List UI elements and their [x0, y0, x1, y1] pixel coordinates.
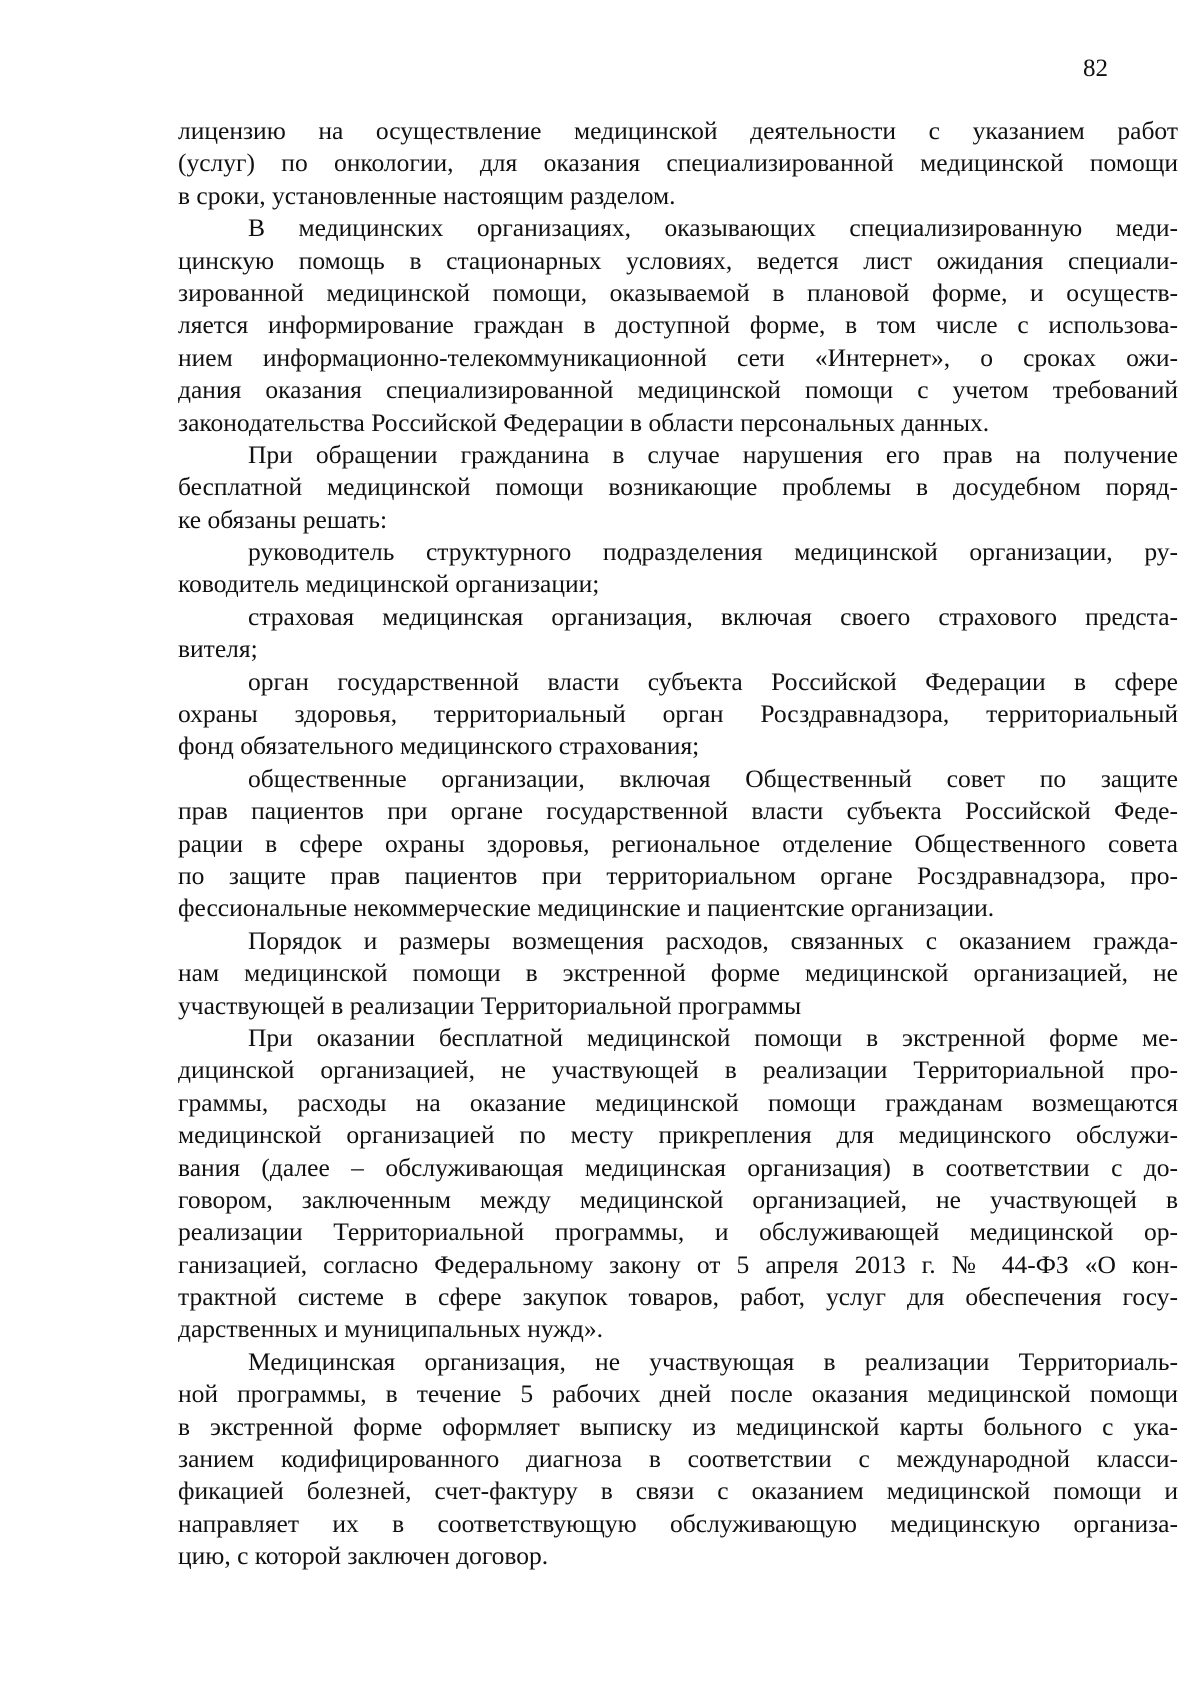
text-line: рации в сфере охраны здоровья, региональное отделение Общественного совета — [178, 828, 1178, 858]
text-line: прав пациентов при органе государственной власти субъекта Российской Феде- — [178, 796, 1178, 826]
text-line: реализации Территориальной программы, и обслуживающей медицинской ор- — [178, 1217, 1178, 1247]
text-line: Медицинская организация, не участвующая в реализации Территориаль- — [248, 1346, 1178, 1376]
text-line: страховая медицинская организация, включая своего страхового предста- — [248, 601, 1178, 631]
text-line: дания оказания специализированной медицинской помощи с учетом требований — [178, 375, 1178, 405]
text-line: дицинской организацией, не участвующей в реализации Территориальной про- — [178, 1055, 1178, 1085]
text-line: ной программы, в течение 5 рабочих дней после оказания медицинской помощи — [178, 1379, 1178, 1409]
text-line: В медицинских организациях, оказывающих специализированную меди- — [248, 213, 1178, 243]
text-line: граммы, расходы на оказание медицинской помощи гражданам возмещаются — [178, 1087, 1178, 1117]
text-line: занием кодифицированного диагноза в соответствии с международной класси- — [178, 1444, 1178, 1474]
text-line: бесплатной медицинской помощи возникающие проблемы в досудебном поряд- — [178, 472, 1178, 502]
text-line: в сроки, установленные настоящим разделом. — [178, 180, 676, 210]
text-line: в экстренной форме оформляет выписку из медицинской карты больного с ука- — [178, 1411, 1178, 1441]
text-line: ляется информирование граждан в доступной форме, в том числе с использова- — [178, 310, 1178, 340]
text-line: При оказании бесплатной медицинской помощи в экстренной форме ме- — [248, 1022, 1178, 1052]
text-line: трактной системе в сфере закупок товаров, работ, услуг для обеспечения госу- — [178, 1282, 1178, 1312]
text-line: фикацией болезней, счет-фактуру в связи с оказанием медицинской помощи и — [178, 1476, 1178, 1506]
text-line: общественные организации, включая Общественный совет по защите — [248, 763, 1178, 793]
text-line: медицинской организацией по месту прикрепления для медицинского обслужи- — [178, 1120, 1178, 1150]
body-text — [178, 115, 1178, 1573]
text-line: ке обязаны решать: — [178, 504, 388, 534]
text-line: фессиональные некоммерческие медицинские и пациентские организации. — [178, 893, 995, 923]
text-line: лицензию на осуществление медицинской деятельности с указанием работ — [178, 116, 1178, 145]
text-line: При обращении гражданина в случае нарушения его прав на получение — [248, 439, 1178, 469]
text-line: ганизацией, согласно Федеральному закону от 5 апреля 2013 г. № 44-ФЗ «О кон- — [178, 1249, 1178, 1279]
text-line: руководитель структурного подразделения медицинской организации, ру- — [248, 537, 1178, 567]
text-line: нием информационно-телекоммуникационной сети «Интернет», о сроках ожи- — [178, 342, 1178, 372]
text-line: фонд обязательного медицинского страхования; — [178, 731, 700, 761]
text-line: дарственных и муниципальных нужд». — [178, 1314, 603, 1344]
text-line: нам медицинской помощи в экстренной форме медицинской организацией, не — [178, 958, 1178, 988]
text-line: Порядок и размеры возмещения расходов, связанных с оказанием гражда- — [248, 925, 1178, 955]
text-line: направляет их в соответствующую обслуживающую медицинскую организа- — [178, 1508, 1178, 1538]
text-line: зированной медицинской помощи, оказываемой в плановой форме, и осуществ- — [178, 277, 1178, 307]
text-line: охраны здоровья, территориальный орган Росздравнадзора, территориальный — [178, 699, 1178, 729]
text-line: цию, с которой заключен договор. — [178, 1541, 549, 1571]
text-line: орган государственной власти субъекта Российской Федерации в сфере — [248, 666, 1178, 696]
text-line: законодательства Российской Федерации в области персональных данных. — [178, 407, 990, 437]
text-line: цинскую помощь в стационарных условиях, ведется лист ожидания специали- — [178, 245, 1178, 275]
text-line: участвующей в реализации Территориальной программы — [178, 990, 802, 1020]
text-line: говором, заключенным между медицинской организацией, не участвующей в — [178, 1184, 1178, 1214]
text-line: (услуг) по онкологии, для оказания специализированной медицинской помощи — [178, 148, 1178, 178]
text-line: вания (далее – обслуживающая медицинская организация) в соответствии с до- — [178, 1152, 1178, 1182]
text-line: по защите прав пациентов при территориальном органе Росздравнадзора, про- — [178, 860, 1178, 890]
text-line: ководитель медицинской организации; — [178, 569, 600, 599]
text-line: вителя; — [178, 634, 258, 664]
page-number: 82 — [1083, 55, 1108, 82]
